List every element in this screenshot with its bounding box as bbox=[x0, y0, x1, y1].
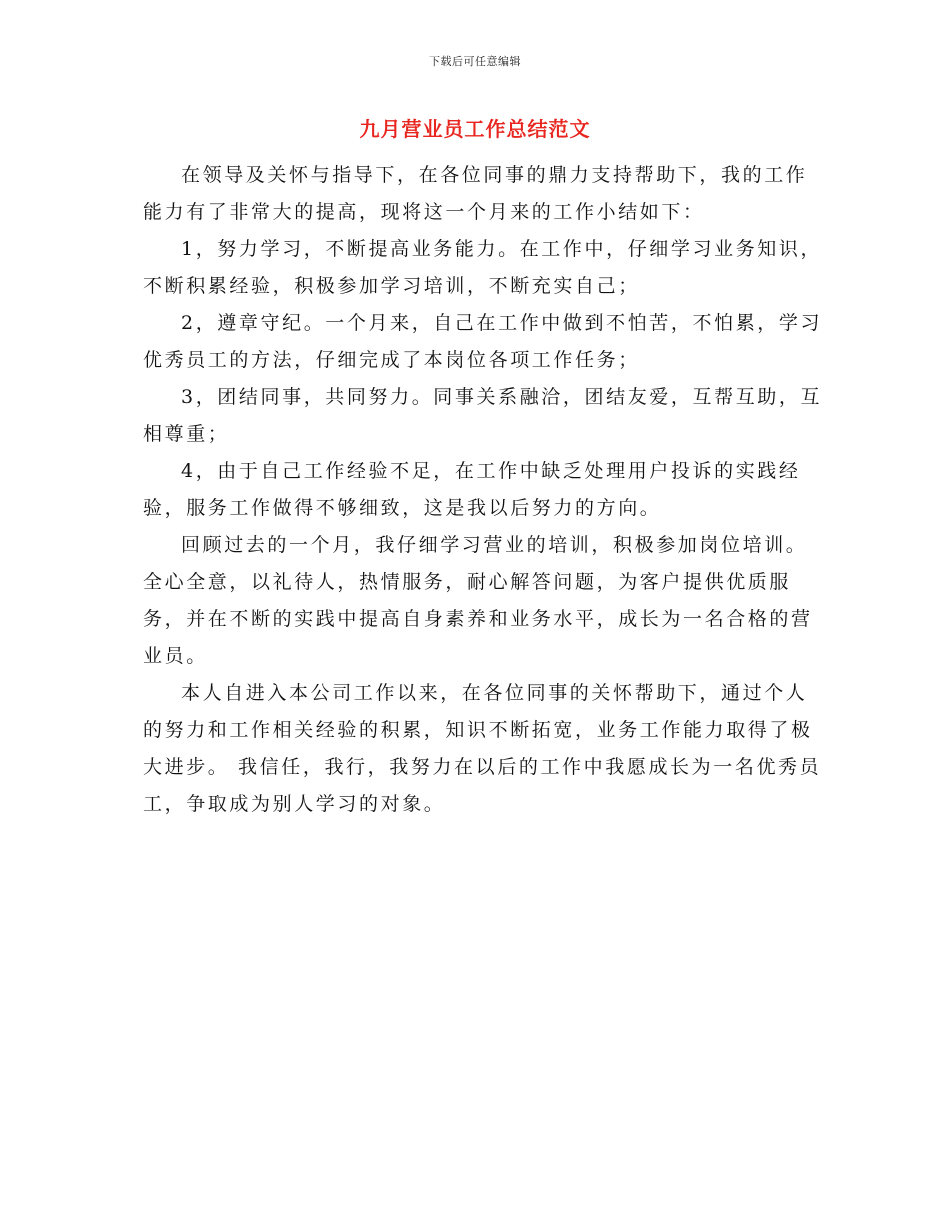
paragraph-point-1: 1，努力学习，不断提高业务能力。在工作中，仔细学习业务知识，不断积累经验，积极参加学习培训，不断充实自己； bbox=[143, 238, 823, 297]
document-body bbox=[143, 157, 823, 823]
paragraph-point-3: 3，团结同事，共同努力。同事关系融洽，团结友爱，互帮互助，互相尊重； bbox=[143, 386, 823, 445]
document-title: 九月营业员工作总结范文 bbox=[359, 117, 591, 141]
paragraph-point-2: 2，遵章守纪。一个月来，自己在工作中做到不怕苦，不怕累，学习优秀员工的方法，仔细完成了本岗位各项工作任务； bbox=[143, 312, 823, 371]
paragraph-conclusion: 本人自进入本公司工作以来，在各位同事的关怀帮助下，通过个人的努力和工作相关经验的积累，知识不断拓宽，业务工作能力取得了极大进步。 我信任，我行，我努力在以后的工作中我愿成长为一名优秀员工，争取成为别人学习的对象。 bbox=[143, 682, 822, 815]
paragraph-point-4: 4，由于自己工作经验不足，在工作中缺乏处理用户投诉的实践经验，服务工作做得不够细致，这是我以后努力的方向。 bbox=[143, 460, 801, 519]
page-header-note: 下载后可任意编辑 bbox=[429, 55, 521, 68]
paragraph-intro: 在领导及关怀与指导下，在各位同事的鼎力支持帮助下，我的工作能力有了非常大的提高，现将这一个月来的工作小结如下： bbox=[143, 164, 808, 223]
paragraph-review: 回顾过去的一个月，我仔细学习营业的培训，积极参加岗位培训。全心全意，以礼待人，热情服务，耐心解答问题，为客户提供优质服务，并在不断的实践中提高自身素养和业务水平，成长为一名合格的营业员。 bbox=[143, 534, 813, 667]
